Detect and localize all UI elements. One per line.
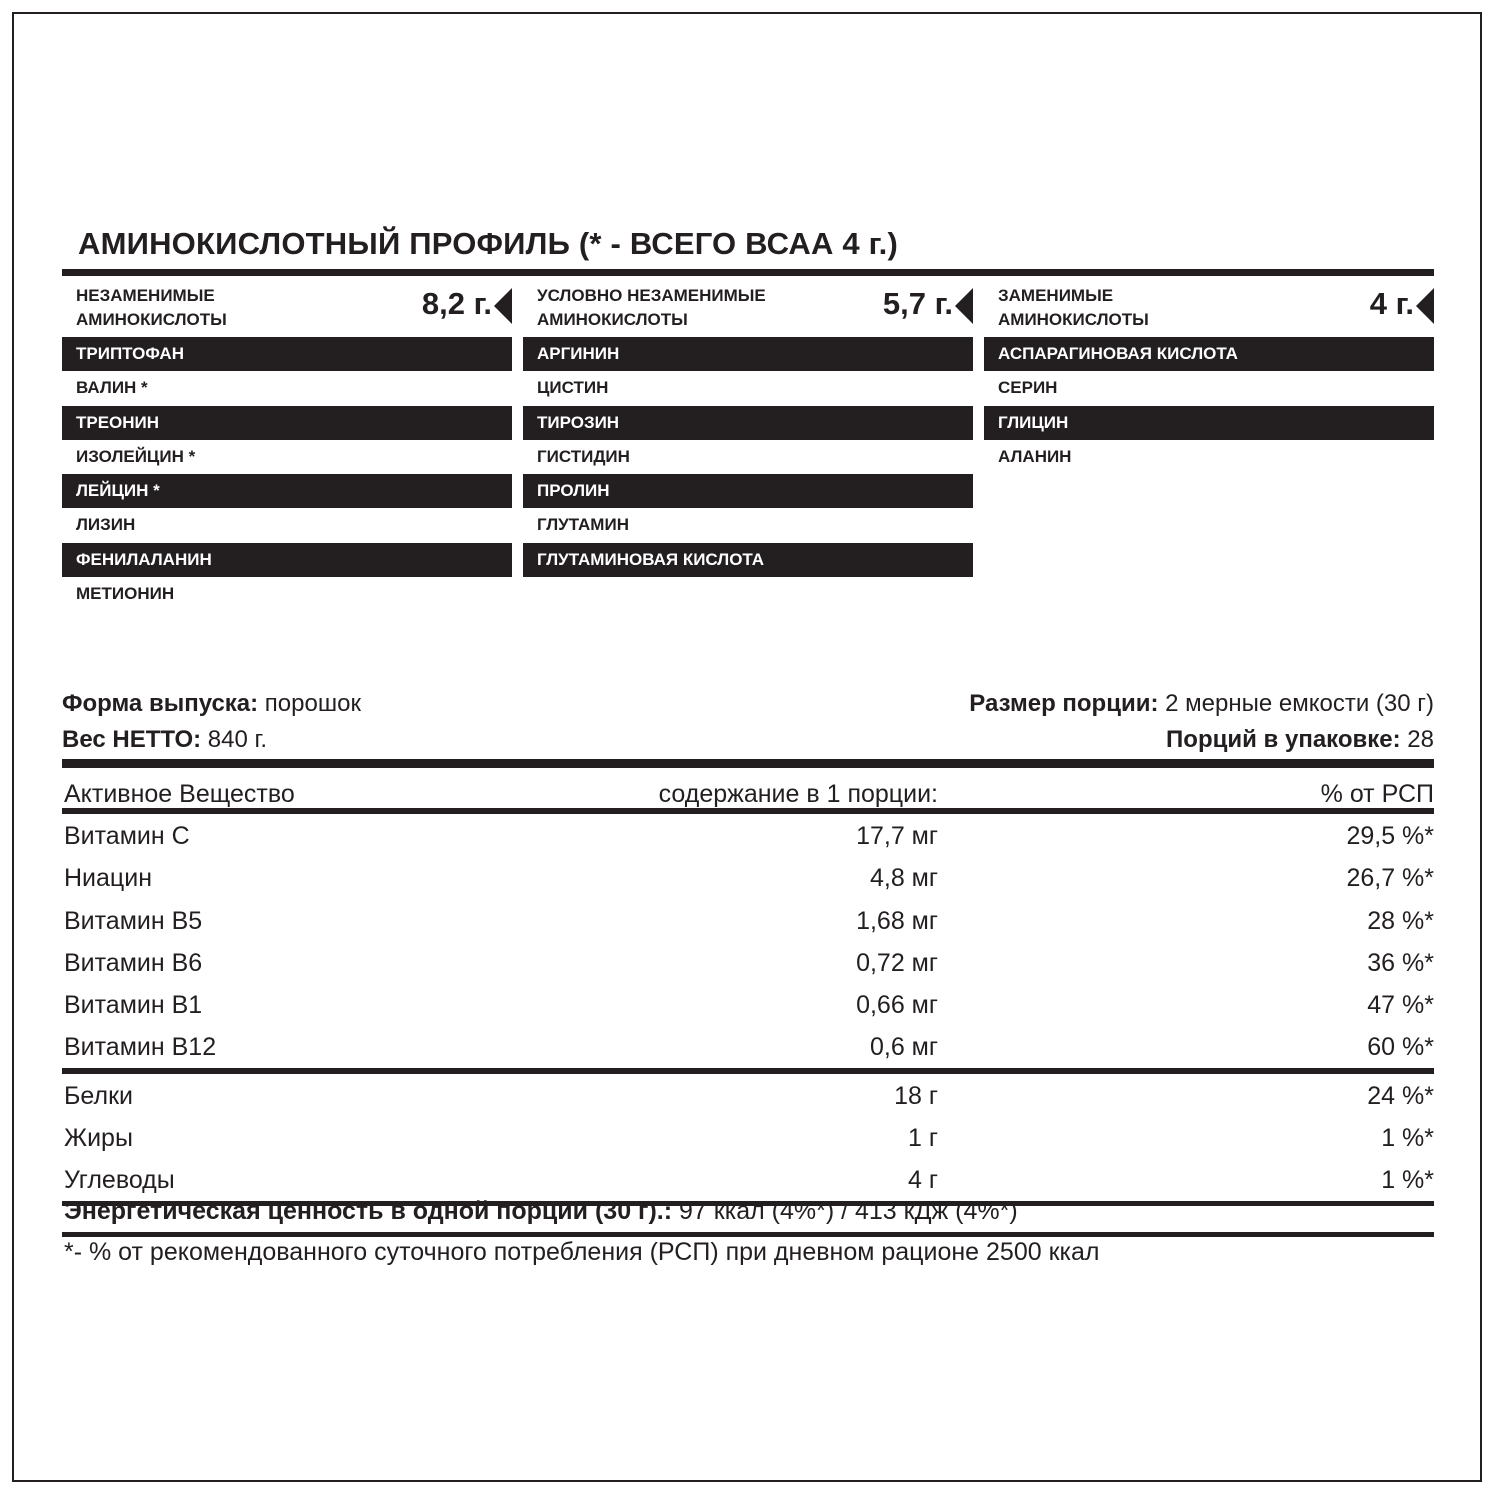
amino-acid-item: ТРИПТОФАН [62,337,512,371]
amino-acid-item: ГЛУТАМИНОВАЯ КИСЛОТА [523,543,973,577]
net-weight-value: 840 г. [201,726,267,753]
net-weight-label: Вес НЕТТО: [62,726,202,753]
amino-acid-item: ЛЕЙЦИН * [62,474,512,508]
nutrient-amount: 1 г [908,1124,938,1153]
nutrient-name: Витамин В12 [64,1033,217,1062]
serving-size-label: Размер порции: [969,690,1159,717]
vitamin-row [62,856,1434,898]
amino-acid-item: ВАЛИН * [76,378,148,398]
macro-row [62,1116,1434,1158]
nutrient-name: Витамин В5 [64,906,203,935]
nutrient-name: Витамин С [64,822,190,850]
table-header-row [62,768,1434,808]
amino-acid-item: ТИРОЗИН [523,406,973,440]
vitamin-row [62,941,1434,983]
servings-per-pack [1166,726,1434,754]
column-header [984,278,1434,334]
net-weight [62,726,267,754]
macro-row [62,1158,1434,1200]
nutrient-amount: 4 г [908,1166,938,1195]
nutrient-name: Углеводы [64,1166,175,1195]
nutrient-percent: 28 %* [1367,906,1434,935]
table-rule [62,759,1434,768]
column-header [62,278,512,334]
column-label [76,284,376,332]
amino-acid-item: АРГИНИН [523,337,973,371]
amino-acid-item: ИЗОЛЕЙЦИН * [76,446,196,466]
nutrient-name: Витамин В6 [64,948,203,977]
vitamin-rows [62,814,1434,1068]
serving-size [969,690,1434,718]
nutrient-amount: 18 г [894,1081,938,1110]
nutrient-amount: 0,6 мг [869,1033,938,1062]
column-label-line: АМИНОКИСЛОТЫ [76,310,227,329]
macro-rows [62,1074,1434,1201]
nutrient-percent: 47 %* [1367,991,1434,1020]
column-label [537,284,837,332]
amino-acid-item: ТРЕОНИН [62,406,512,440]
macro-row [62,1074,1434,1116]
amino-acid-item: ЛИЗИН [76,515,136,535]
vitamin-row [62,983,1434,1025]
servings-per-pack-label: Порций в упаковке: [1166,726,1401,753]
nutrient-amount: 0,72 мг [856,948,938,977]
arrow-left-icon [1416,288,1434,324]
vitamin-row [62,814,1434,856]
nutrient-percent: 1 %* [1381,1124,1434,1153]
amino-acid-item: ГЛИЦИН [984,406,1434,440]
nutrient-amount: 4,8 мг [869,864,938,893]
amino-acid-item: АЛАНИН [998,446,1072,466]
footnote: *- % от рекомендованного суточного потребления (РСП) при дневном рационе 2500 ккал [64,1238,1100,1266]
column-label [998,284,1298,332]
nonessential-amino-column [984,278,1434,474]
energy-rule [62,1232,1434,1237]
column-label-line: УСЛОВНО НЕЗАМЕНИМЫЕ [537,286,766,305]
nutrient-percent: 1 %* [1381,1166,1434,1195]
column-total-value: 8,2 г. [421,286,492,321]
arrow-left-icon [494,288,512,324]
header-percent: % от РСП [1320,780,1434,808]
amino-list [984,337,1434,474]
column-label-line: АМИНОКИСЛОТЫ [537,310,688,329]
column-total-value: 5,7 г. [882,286,953,321]
nutrition-table [62,759,1434,1206]
amino-acid-item: МЕТИОНИН [76,584,175,604]
amino-acid-item: АСПАРАГИНОВАЯ КИСЛОТА [984,337,1434,371]
nutrient-percent: 29,5 %* [1346,822,1434,850]
column-label-line: НЕЗАМЕНИМЫЕ [76,286,215,305]
nutrient-percent: 60 %* [1367,1033,1434,1062]
column-total-value: 4 г. [1369,286,1414,321]
amino-top-rule [62,269,1434,276]
servings-per-pack-value: 28 [1400,726,1434,753]
amino-profile-title: АМИНОКИСЛОТНЫЙ ПРОФИЛЬ (* - ВСЕГО ВСАА 4 г.) [78,226,898,261]
release-form-value: порошок [258,690,361,717]
nutrient-percent: 36 %* [1367,948,1434,977]
nutrient-name: Ниацин [64,864,153,893]
amino-acid-item: ЦИСТИН [537,378,609,398]
nutrient-percent: 26,7 %* [1346,864,1434,893]
nutrient-amount: 0,66 мг [856,991,938,1020]
vitamin-row [62,899,1434,941]
energy-value [64,1197,1018,1226]
release-form [62,690,361,718]
nutrient-percent: 24 %* [1367,1081,1434,1110]
amino-acid-item: ГИСТИДИН [537,446,630,466]
arrow-left-icon [955,288,973,324]
energy-label: Энергетическая ценность в одной порции (30 г).: [64,1197,673,1225]
amino-list [62,337,512,611]
nutrient-name: Жиры [64,1124,133,1153]
amino-list [523,337,973,577]
energy-amount: 97 ккал (4%*) / 413 кДж (4%*) [672,1197,1018,1225]
conditional-amino-column [523,278,973,577]
vitamin-row [62,1025,1434,1067]
serving-size-value: 2 мерные емкости (30 г) [1158,690,1434,717]
amino-acid-item: ПРОЛИН [523,474,973,508]
amino-acid-item: ФЕНИЛАЛАНИН [62,543,512,577]
amino-acid-item: ГЛУТАМИН [537,515,629,535]
nutrient-name: Витамин В1 [64,991,203,1020]
nutrient-amount: 17,7 мг [856,822,938,850]
column-label-line: ЗАМЕНИМЫЕ [998,286,1114,305]
amino-acid-item: СЕРИН [998,378,1058,398]
column-header [523,278,973,334]
nutrient-name: Белки [64,1081,133,1110]
essential-amino-column [62,278,512,611]
release-form-label: Форма выпуска: [62,690,259,717]
header-substance: Активное Вещество [64,780,295,808]
header-amount: содержание в 1 порции: [658,780,938,808]
column-label-line: АМИНОКИСЛОТЫ [998,310,1149,329]
nutrient-amount: 1,68 мг [856,906,938,935]
